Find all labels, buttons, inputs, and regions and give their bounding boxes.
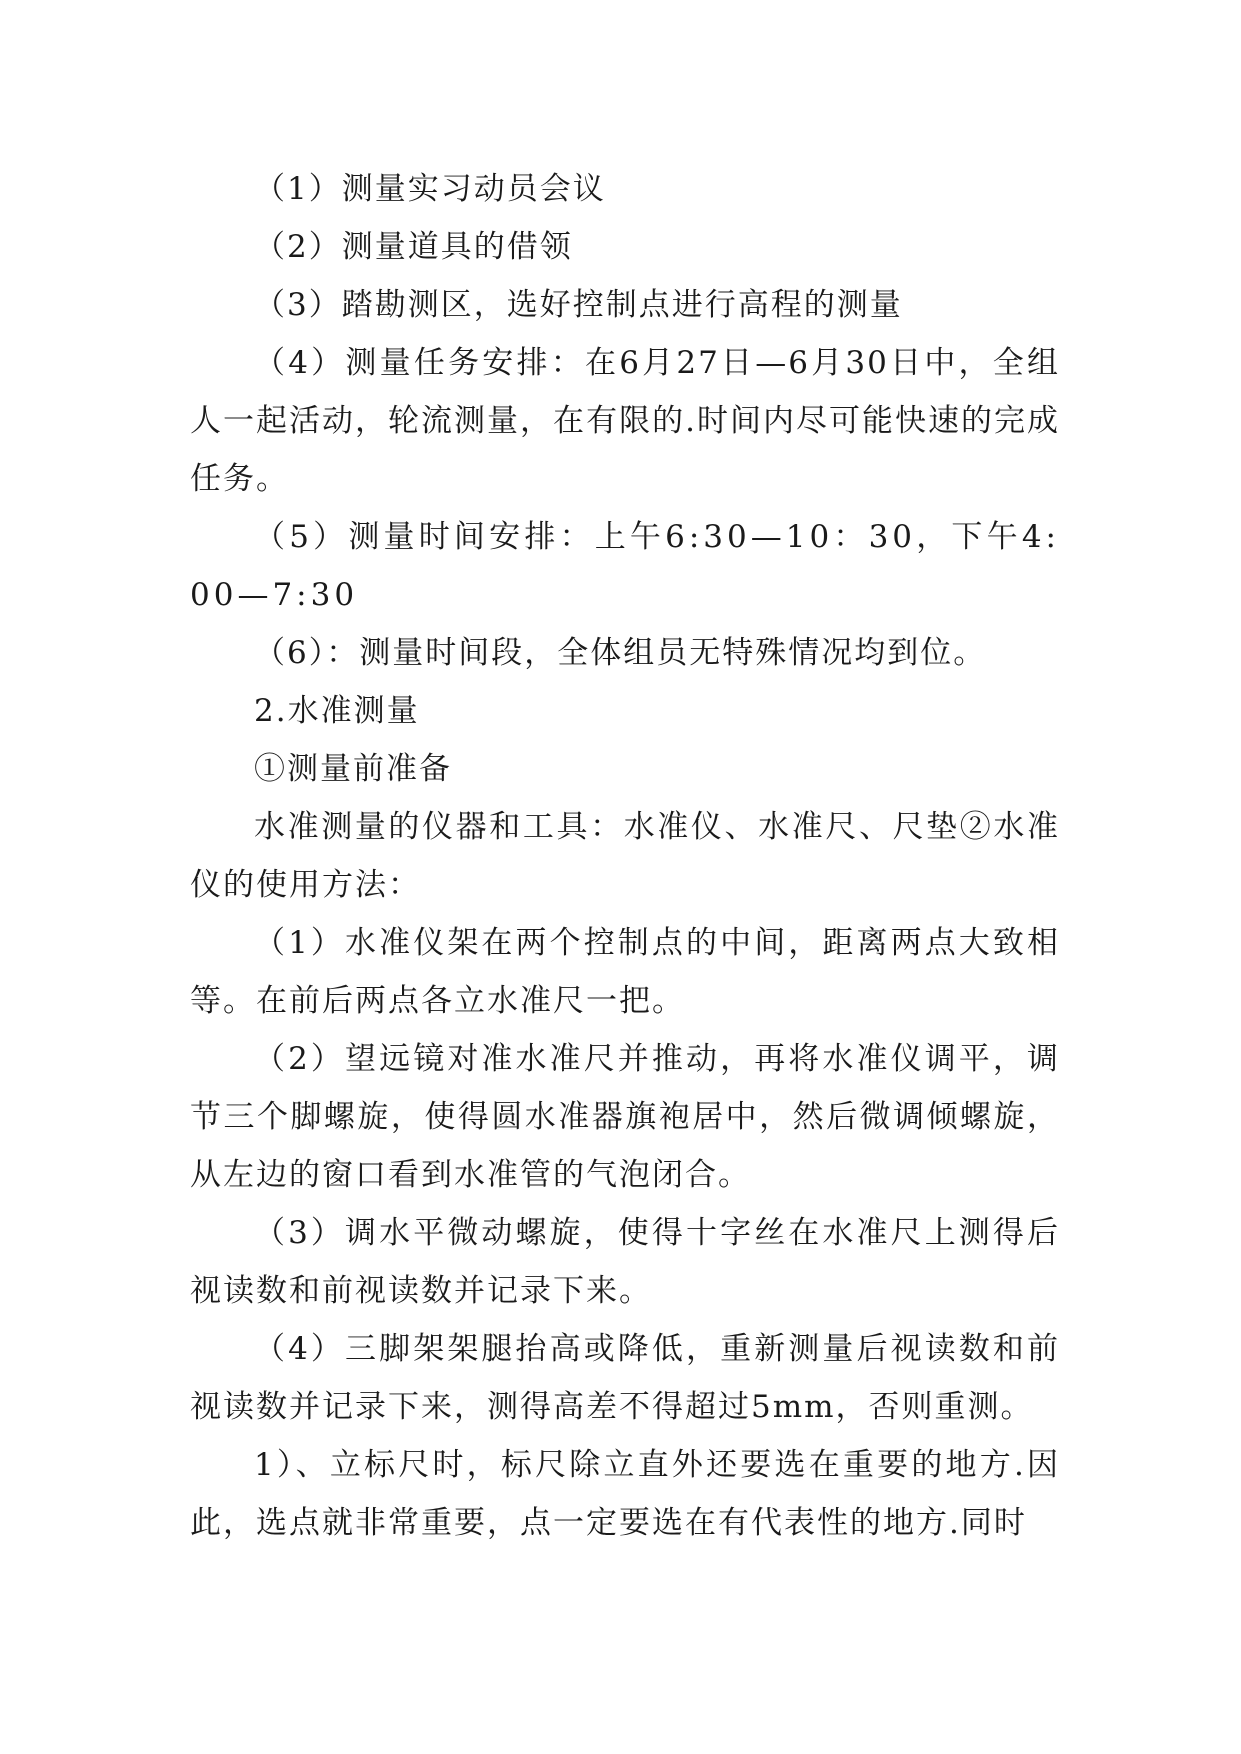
paragraph-4: （4）测量任务安排：在6月27日—6月30日中，全组人一起活动，轮流测量，在有限的.时间内尽可能快速的完成任务。 [190,345,1060,497]
paragraph-11: （4）三脚架架腿抬高或降低，重新测量后视读数和前视读数并记录下来，测得高差不得超过5mm，否则重测。 [190,1331,1060,1425]
document-body [190,160,1060,1552]
paragraph-10: （3）调水平微动螺旋，使得十字丝在水准尺上测得后视读数和前视读数并记录下来。 [190,1215,1060,1309]
paragraph-6: （6）：测量时间段，全体组员无特殊情况均到位。 [254,635,987,671]
paragraph-8: （1）水准仪架在两个控制点的中间，距离两点大致相等。在前后两点各立水准尺一把。 [190,925,1060,1019]
paragraph-3: （3）踏勘测区，选好控制点进行高程的测量 [254,287,903,323]
paragraph-1: （1）测量实习动员会议 [254,171,606,207]
section-heading: 2.水准测量 [254,693,420,729]
paragraph-2: （2）测量道具的借领 [254,229,573,265]
subsection-heading: ①测量前准备 [254,751,452,787]
paragraph-5: （5）测量时间安排：上午6:30—10：30，下午4:00—7:30 [190,519,1060,613]
paragraph-9: （2）望远镜对准水准尺并推动，再将水准仪调平，调节三个脚螺旋，使得圆水准器旗袍居中，然后微调倾螺旋，从左边的窗口看到水准管的气泡闭合。 [190,1041,1060,1193]
paragraph-7: 水准测量的仪器和工具：水准仪、水准尺、尺垫②水准仪的使用方法： [190,809,1060,903]
paragraph-12: 1）、立标尺时，标尺除立直外还要选在重要的地方.因此，选点就非常重要，点一定要选在有代表性的地方.同时 [190,1447,1060,1541]
